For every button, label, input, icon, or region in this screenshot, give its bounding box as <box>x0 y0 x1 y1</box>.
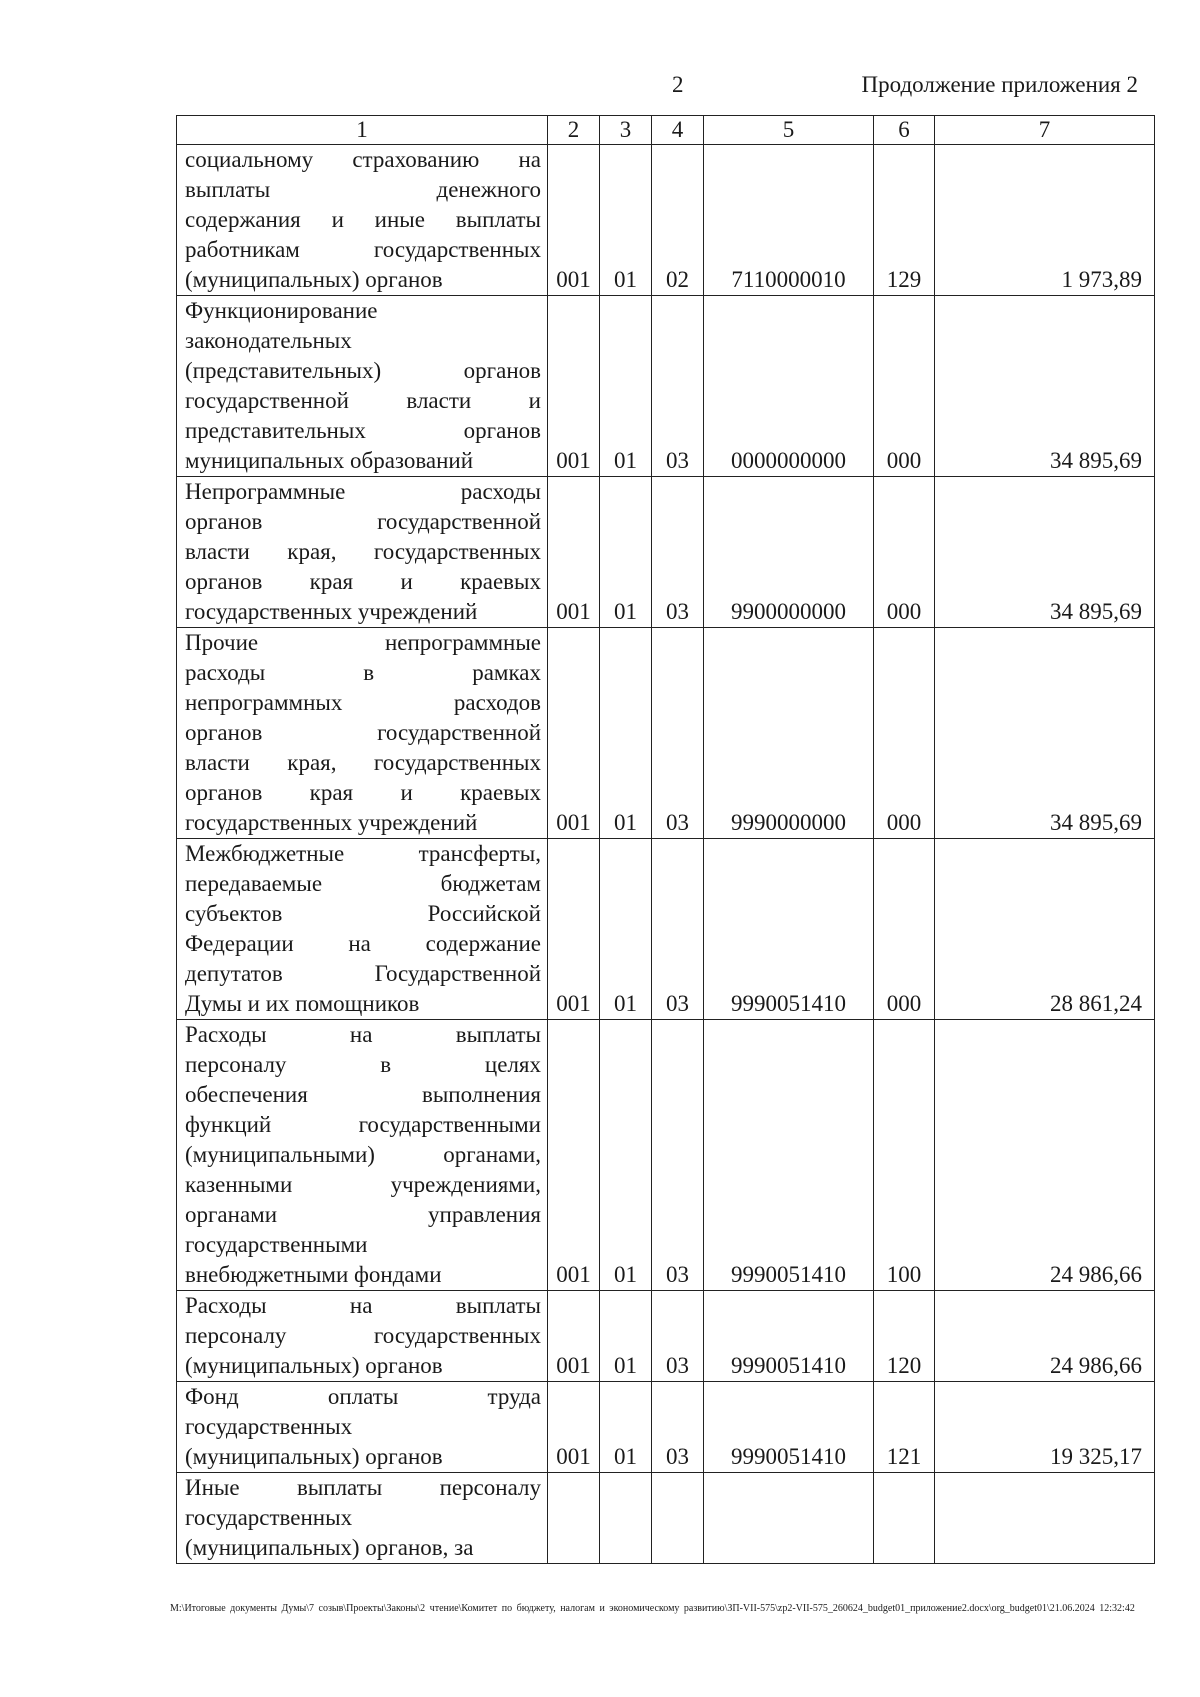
description-line: органов края и краевых <box>185 569 541 594</box>
description-line: содержания и иные выплаты <box>185 207 541 232</box>
expense-type-cell: 120 <box>874 1291 935 1382</box>
amount-cell: 1 973,89 <box>935 145 1155 296</box>
amount-cell: 34 895,69 <box>935 477 1155 628</box>
description-line: (муниципальными) органами, <box>185 1142 541 1167</box>
description-line: органов государственной <box>185 509 541 534</box>
subsection-code-cell: 03 <box>652 839 704 1020</box>
description-line: государственных учреждений <box>185 810 478 835</box>
expense-type-cell: 000 <box>874 296 935 477</box>
ministry-code-cell: 001 <box>548 628 600 839</box>
target-article-cell: 9990051410 <box>704 1382 874 1473</box>
column-header: 6 <box>874 116 935 145</box>
description-line: муниципальных образований <box>185 448 474 473</box>
expense-type-cell: 000 <box>874 477 935 628</box>
target-article-cell: 9990051410 <box>704 839 874 1020</box>
column-header: 1 <box>177 116 548 145</box>
description-line: (представительных) органов <box>185 358 541 383</box>
ministry-code-cell: 001 <box>548 1291 600 1382</box>
amount-cell: 34 895,69 <box>935 628 1155 839</box>
description-line: органов края и краевых <box>185 780 541 805</box>
ministry-code-cell: 001 <box>548 839 600 1020</box>
description-line: Прочие непрограммные <box>185 630 541 655</box>
description-line: передаваемые бюджетам <box>185 871 541 896</box>
expense-type-cell: 000 <box>874 839 935 1020</box>
section-code-cell: 01 <box>600 1382 652 1473</box>
subsection-code-cell: 02 <box>652 145 704 296</box>
description-line: (муниципальных) органов, за <box>185 1535 474 1560</box>
section-code-cell: 01 <box>600 145 652 296</box>
section-code-cell: 01 <box>600 1291 652 1382</box>
description-line: субъектов Российской <box>185 901 541 926</box>
description-line: Иные выплаты персоналу <box>185 1475 541 1500</box>
section-code-cell: 01 <box>600 628 652 839</box>
table-row <box>177 477 1155 628</box>
table-row <box>177 839 1155 1020</box>
row-description <box>177 1473 548 1564</box>
file-path-footer: М:\Итоговые документы Думы\7 созыв\Проекты\Законы\2 чтение\Комитет по бюджету, налогам и экономическому развитию\ЗП-VII-575\zp2-VII-575_260624_budget01_приложение2.docx\org_budget01\21.06.2024 12:32:42 <box>170 1603 1135 1614</box>
row-description <box>177 1020 548 1291</box>
amount-cell: 34 895,69 <box>935 296 1155 477</box>
description-line: (муниципальных) органов <box>185 1353 443 1378</box>
description-line: казенными учреждениями, <box>185 1172 541 1197</box>
column-header: 2 <box>548 116 600 145</box>
subsection-code-cell: 03 <box>652 1382 704 1473</box>
column-header: 4 <box>652 116 704 145</box>
description-line: Непрограммные расходы <box>185 479 541 504</box>
table-row <box>177 1382 1155 1473</box>
page-number: 2 <box>672 72 684 97</box>
description-line: непрограммных расходов <box>185 690 541 715</box>
description-line: законодательных <box>185 328 352 353</box>
target-article-cell <box>704 1473 874 1564</box>
table-row <box>177 628 1155 839</box>
target-article-cell: 9990051410 <box>704 1020 874 1291</box>
amount-cell: 28 861,24 <box>935 839 1155 1020</box>
section-code-cell <box>600 1473 652 1564</box>
row-description <box>177 477 548 628</box>
description-line: Расходы на выплаты <box>185 1293 541 1318</box>
description-line: Межбюджетные трансферты, <box>185 841 541 866</box>
target-article-cell: 7110000010 <box>704 145 874 296</box>
expense-type-cell: 000 <box>874 628 935 839</box>
column-header: 3 <box>600 116 652 145</box>
ministry-code-cell: 001 <box>548 1020 600 1291</box>
description-line: Фонд оплаты труда <box>185 1384 541 1409</box>
description-line: государственной власти и <box>185 388 541 413</box>
table-row <box>177 1291 1155 1382</box>
description-line: функций государственными <box>185 1112 541 1137</box>
description-line: органов государственной <box>185 720 541 745</box>
description-line: (муниципальных) органов <box>185 1444 443 1469</box>
ministry-code-cell: 001 <box>548 477 600 628</box>
description-line: государственных <box>185 1505 353 1530</box>
amount-cell <box>935 1473 1155 1564</box>
row-description <box>177 1291 548 1382</box>
description-line: власти края, государственных <box>185 750 541 775</box>
row-description <box>177 145 548 296</box>
description-line: власти края, государственных <box>185 539 541 564</box>
description-line: (муниципальных) органов <box>185 267 443 292</box>
table-row <box>177 296 1155 477</box>
table-header-row <box>177 116 1155 145</box>
row-description <box>177 839 548 1020</box>
row-description <box>177 296 548 477</box>
budget-table <box>176 115 1155 1564</box>
row-description <box>177 1382 548 1473</box>
row-description <box>177 628 548 839</box>
target-article-cell: 9990000000 <box>704 628 874 839</box>
subsection-code-cell: 03 <box>652 628 704 839</box>
target-article-cell: 0000000000 <box>704 296 874 477</box>
subsection-code-cell: 03 <box>652 1291 704 1382</box>
target-article-cell: 9900000000 <box>704 477 874 628</box>
description-line: представительных органов <box>185 418 541 443</box>
table-row <box>177 145 1155 296</box>
description-line: государственных учреждений <box>185 599 478 624</box>
description-line: государственными <box>185 1232 368 1257</box>
description-line: работникам государственных <box>185 237 541 262</box>
expense-type-cell <box>874 1473 935 1564</box>
expense-type-cell: 129 <box>874 145 935 296</box>
expense-type-cell: 121 <box>874 1382 935 1473</box>
description-line: депутатов Государственной <box>185 961 541 986</box>
target-article-cell: 9990051410 <box>704 1291 874 1382</box>
subsection-code-cell <box>652 1473 704 1564</box>
description-line: внебюджетными фондами <box>185 1262 442 1287</box>
subsection-code-cell: 03 <box>652 477 704 628</box>
column-header: 7 <box>935 116 1155 145</box>
section-code-cell: 01 <box>600 296 652 477</box>
description-line: персоналу в целях <box>185 1052 541 1077</box>
description-line: органами управления <box>185 1202 541 1227</box>
amount-cell: 24 986,66 <box>935 1291 1155 1382</box>
ministry-code-cell <box>548 1473 600 1564</box>
appendix-continuation-heading: Продолжение приложения 2 <box>861 72 1138 97</box>
ministry-code-cell: 001 <box>548 296 600 477</box>
table-row <box>177 1020 1155 1291</box>
description-line: Федерации на содержание <box>185 931 541 956</box>
table-row <box>177 1473 1155 1564</box>
column-header: 5 <box>704 116 874 145</box>
description-line: расходы в рамках <box>185 660 541 685</box>
section-code-cell: 01 <box>600 839 652 1020</box>
ministry-code-cell: 001 <box>548 1382 600 1473</box>
expense-type-cell: 100 <box>874 1020 935 1291</box>
subsection-code-cell: 03 <box>652 1020 704 1291</box>
section-code-cell: 01 <box>600 477 652 628</box>
description-line: персоналу государственных <box>185 1323 541 1348</box>
description-line: социальному страхованию на <box>185 147 541 172</box>
amount-cell: 19 325,17 <box>935 1382 1155 1473</box>
description-line: выплаты денежного <box>185 177 541 202</box>
subsection-code-cell: 03 <box>652 296 704 477</box>
description-line: Функционирование <box>185 298 378 323</box>
ministry-code-cell: 001 <box>548 145 600 296</box>
description-line: государственных <box>185 1414 353 1439</box>
section-code-cell: 01 <box>600 1020 652 1291</box>
description-line: обеспечения выполнения <box>185 1082 541 1107</box>
description-line: Думы и их помощников <box>185 991 420 1016</box>
description-line: Расходы на выплаты <box>185 1022 541 1047</box>
amount-cell: 24 986,66 <box>935 1020 1155 1291</box>
